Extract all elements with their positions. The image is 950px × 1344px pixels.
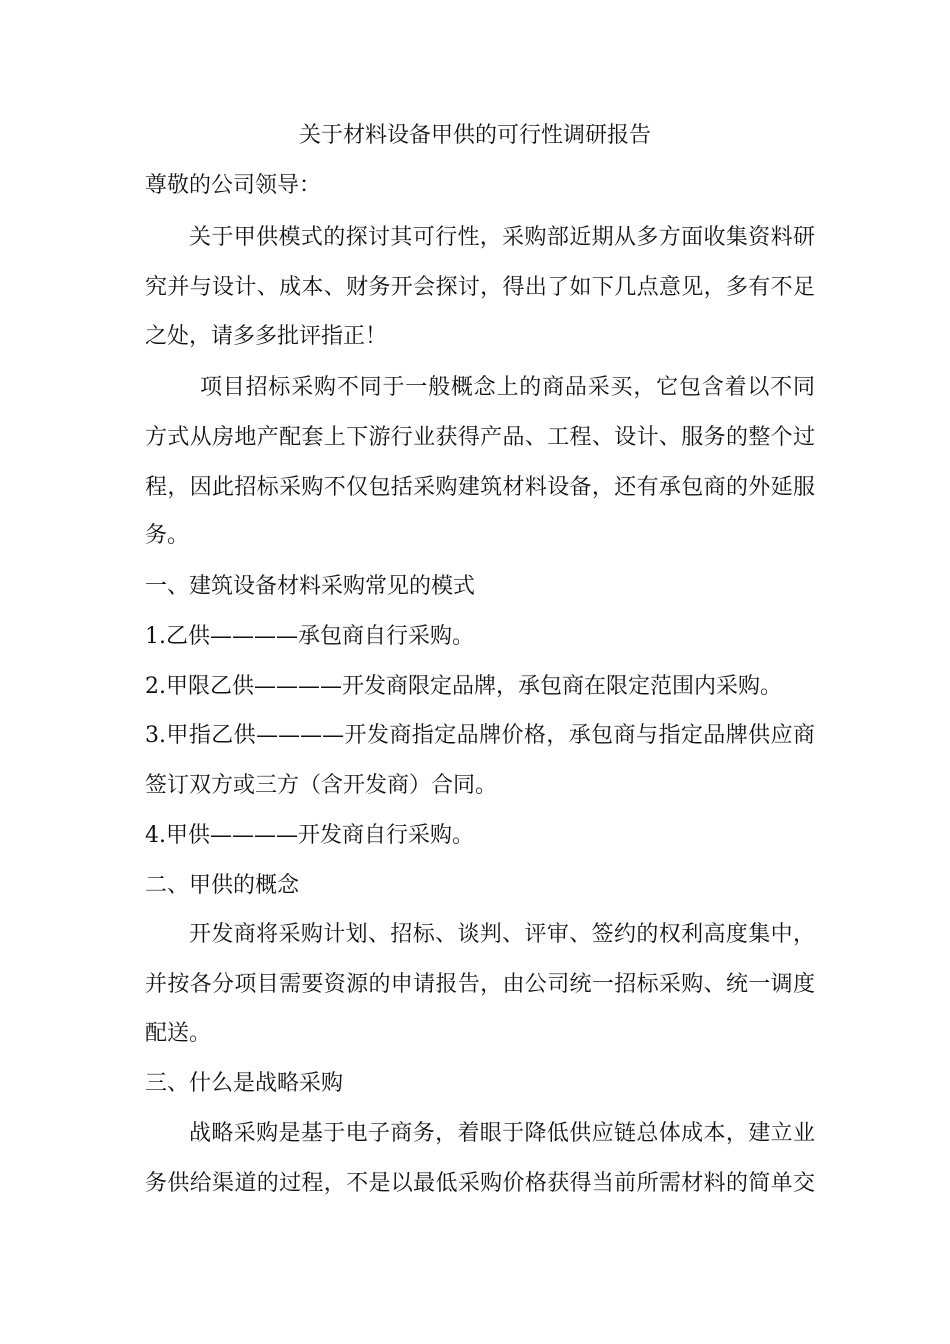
paragraph-line: 程，因此招标采购不仅包括采购建筑材料设备，还有承包商的外延服 — [145, 475, 815, 500]
paragraph-line: 务。 — [145, 523, 190, 548]
paragraph-line: 战略采购是基于电子商务，着眼于降低供应链总体成本，建立业 — [189, 1121, 815, 1146]
paragraph-line: 究并与设计、成本、财务开会探讨，得出了如下几点意见，多有不足 — [145, 275, 815, 300]
list-item: 1.乙供————承包商自行采购。 — [145, 624, 474, 649]
list-item-continuation: 签订双方或三方（含开发商）合同。 — [145, 773, 498, 798]
paragraph-line: 项目招标采购不同于一般概念上的商品采买，它包含着以不同 — [200, 375, 815, 400]
paragraph-line: 方式从房地产配套上下游行业获得产品、工程、设计、服务的整个过 — [145, 425, 815, 450]
paragraph-line: 并按各分项目需要资源的申请报告，由公司统一招标采购、统一调度 — [145, 972, 815, 997]
document-title: 关于材料设备甲供的可行性调研报告 — [298, 123, 651, 148]
section-heading: 二、甲供的概念 — [145, 873, 300, 898]
list-item: 3.甲指乙供————开发商指定品牌价格，承包商与指定品牌供应商 — [145, 723, 815, 748]
list-item: 4.甲供————开发商自行采购。 — [145, 823, 474, 848]
paragraph-line: 之处，请多多批评指正！ — [145, 324, 388, 349]
section-heading: 一、建筑设备材料采购常见的模式 — [145, 574, 476, 599]
section-heading: 三、什么是战略采购 — [145, 1071, 344, 1096]
paragraph-line: 开发商将采购计划、招标、谈判、评审、签约的权利高度集中， — [189, 922, 815, 947]
paragraph-line: 配送。 — [145, 1021, 212, 1046]
paragraph-line: 关于甲供模式的探讨其可行性，采购部近期从多方面收集资料研 — [189, 225, 815, 250]
paragraph-line: 务供给渠道的过程，不是以最低采购价格获得当前所需材料的简单交 — [145, 1171, 815, 1196]
salutation: 尊敬的公司领导： — [145, 173, 322, 198]
list-item: 2.甲限乙供————开发商限定品牌，承包商在限定范围内采购。 — [145, 674, 782, 699]
